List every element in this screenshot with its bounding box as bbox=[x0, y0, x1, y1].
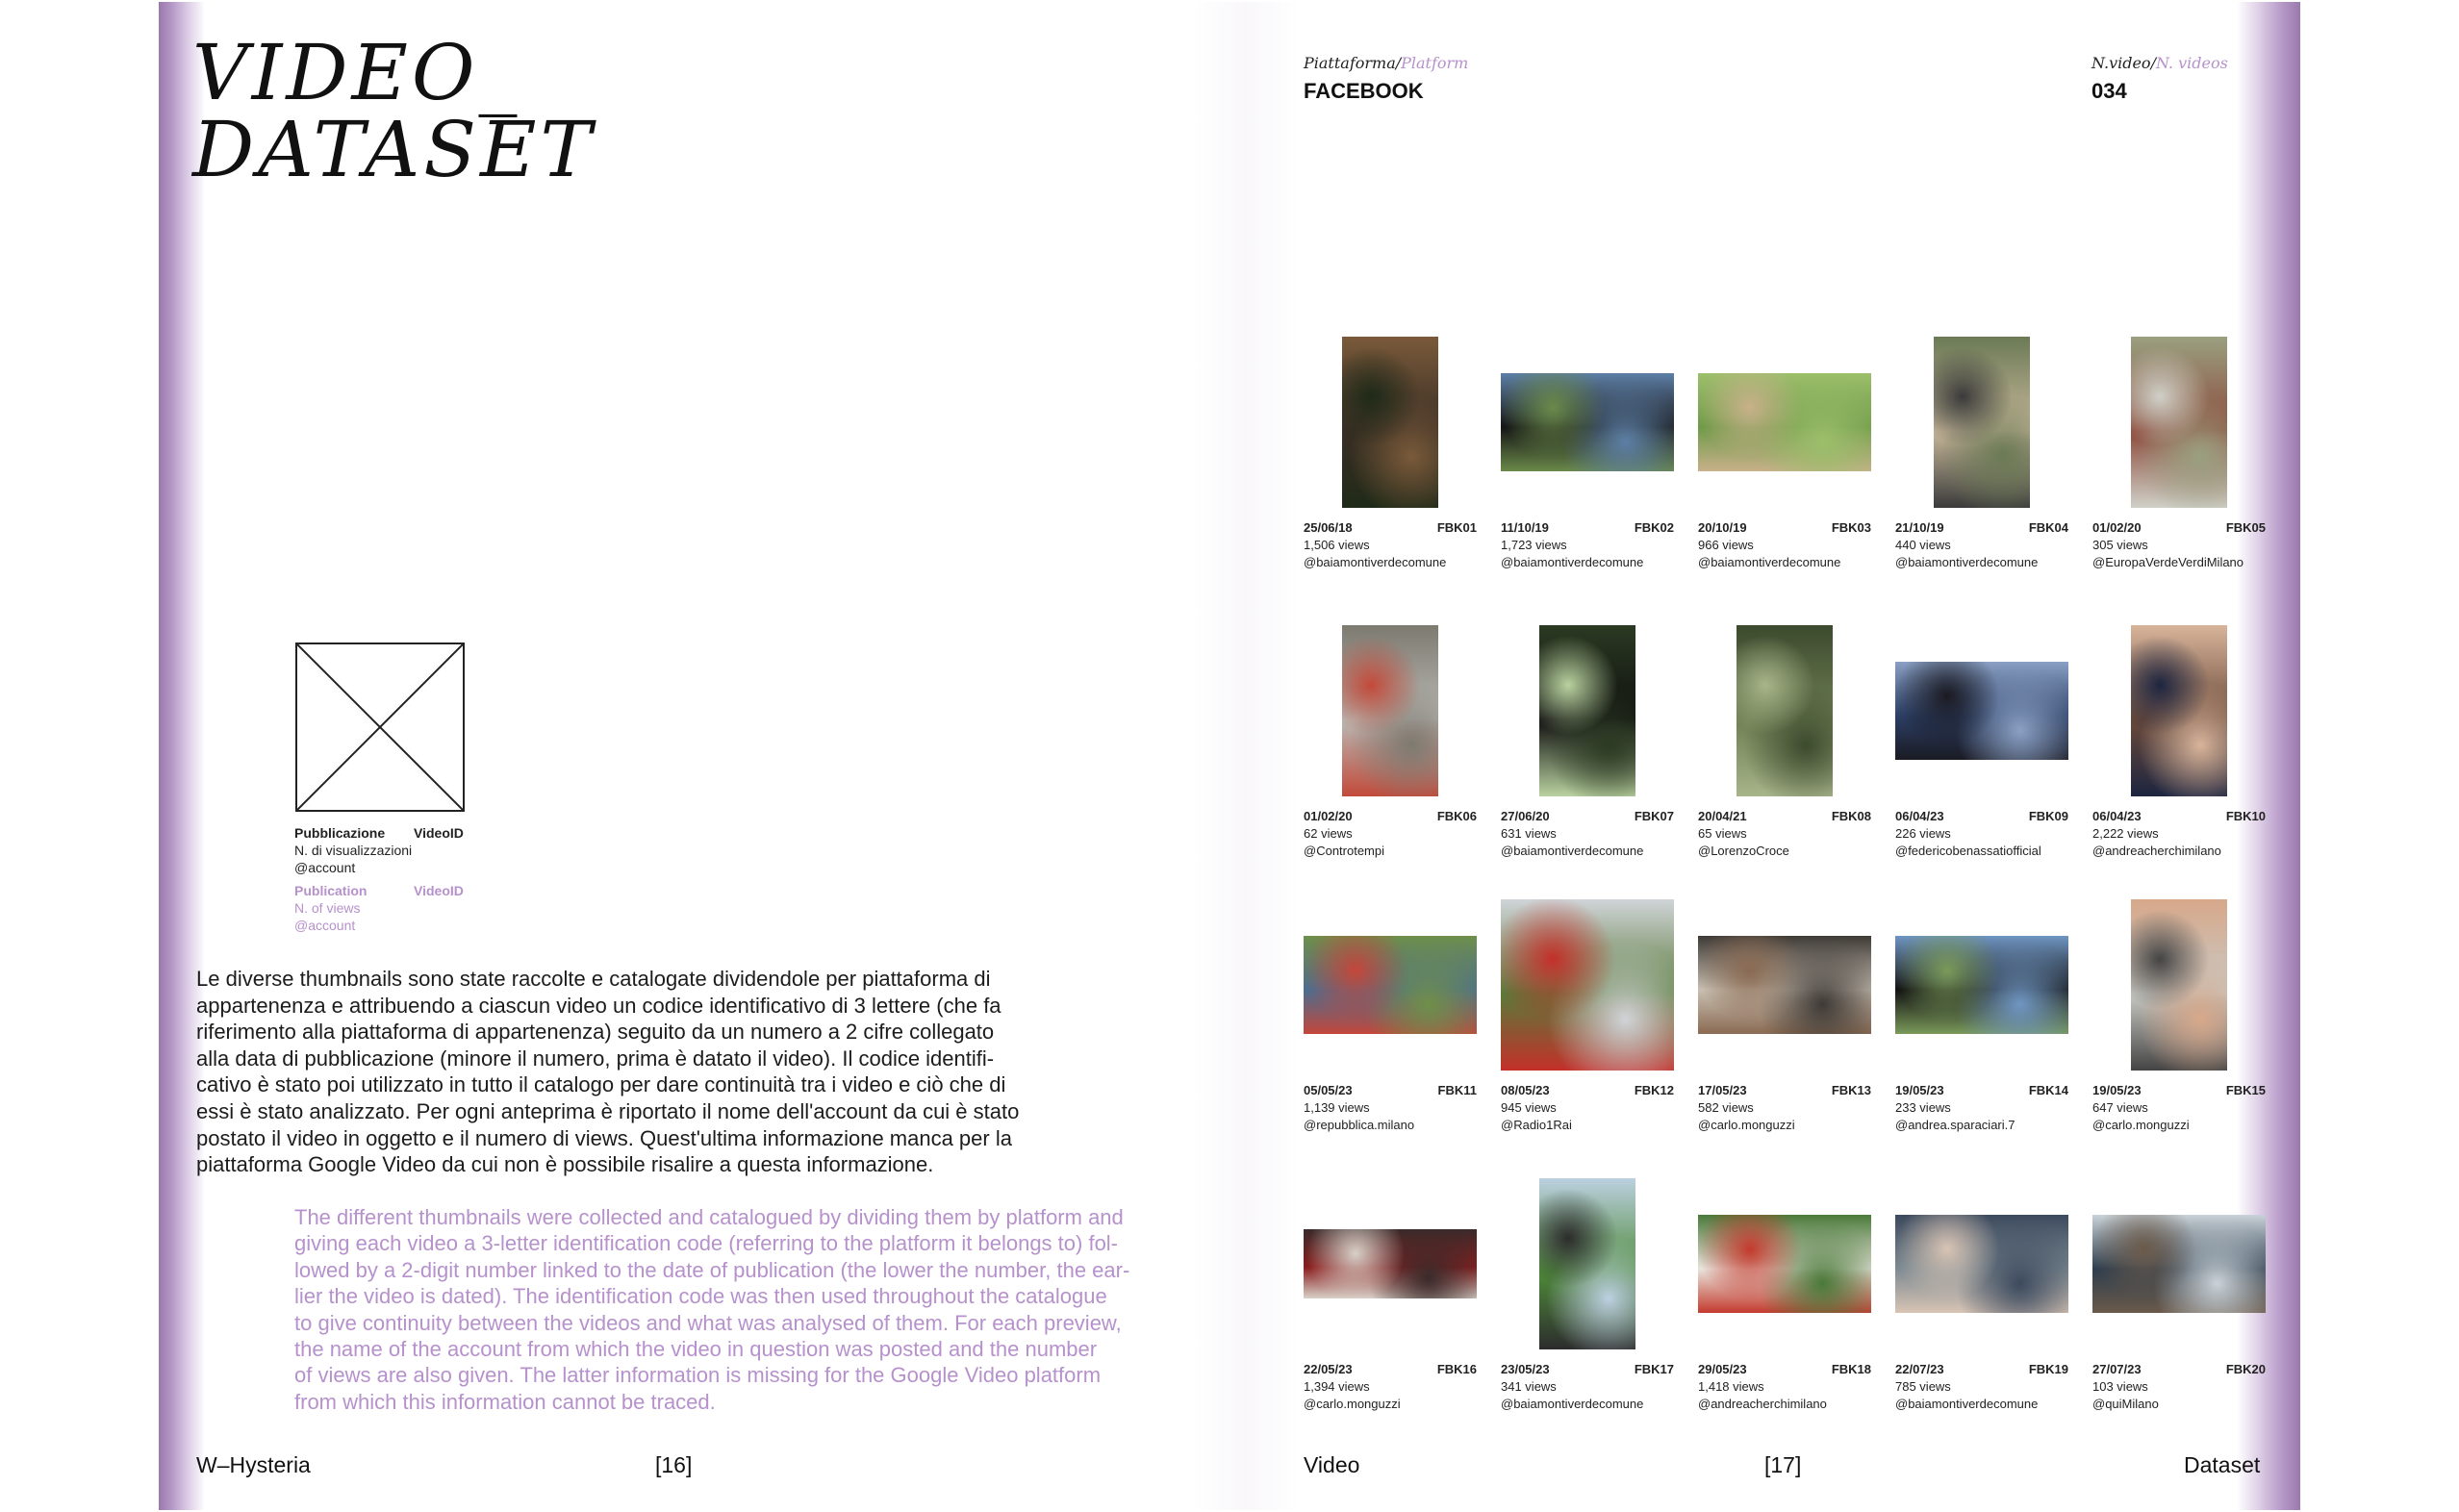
body-line: the name of the account from which the video in question was posted and the number bbox=[294, 1337, 1098, 1362]
video-id: FBK20 bbox=[2225, 1362, 2266, 1376]
video-meta bbox=[2092, 519, 2266, 571]
video-thumbnail[interactable] bbox=[1895, 1215, 2068, 1313]
video-account[interactable]: @andrea.sparaciari.7 bbox=[1895, 1118, 2015, 1132]
platform-label-en: Platform bbox=[1401, 54, 1469, 72]
video-thumbnail[interactable] bbox=[2131, 899, 2227, 1071]
video-id: FBK10 bbox=[2225, 809, 2266, 823]
video-account[interactable]: @carlo.monguzzi bbox=[1698, 1118, 1795, 1132]
video-views: 305 views bbox=[2092, 538, 2148, 552]
title-line-2: DATASET bbox=[192, 105, 596, 194]
video-date: 20/10/19 bbox=[1698, 520, 1747, 535]
body-line: riferimento alla piattaforma di appartenenza) seguito da un numero a 2 cifre collegato bbox=[196, 1020, 995, 1045]
video-account[interactable]: @baiamontiverdecomune bbox=[1895, 1397, 2039, 1411]
page-number-right: [17] bbox=[1764, 1452, 1802, 1477]
video-id: FBK08 bbox=[1831, 809, 1871, 823]
video-id: FBK06 bbox=[1436, 809, 1477, 823]
body-line: lowed by a 2-digit number linked to the date of publication (the lower the number, the ear- bbox=[294, 1257, 1130, 1282]
video-date: 19/05/23 bbox=[1895, 1083, 1944, 1097]
video-thumbnail[interactable] bbox=[1539, 625, 1635, 796]
video-views: 1,723 views bbox=[1501, 538, 1567, 552]
placeholder-cross-icon bbox=[297, 644, 463, 810]
video-thumbnail[interactable] bbox=[2131, 337, 2227, 508]
video-id: FBK15 bbox=[2225, 1083, 2266, 1097]
video-meta bbox=[1895, 1082, 2068, 1134]
video-account[interactable]: @carlo.monguzzi bbox=[2092, 1118, 2190, 1132]
video-views: 1,418 views bbox=[1698, 1379, 1764, 1394]
video-thumbnail[interactable] bbox=[1895, 662, 2068, 760]
video-thumbnail[interactable] bbox=[1895, 936, 2068, 1034]
body-line: Le diverse thumbnails sono state raccolte e catalogate dividendole per piattaforma di bbox=[196, 967, 991, 991]
video-views: 631 views bbox=[1501, 826, 1557, 841]
platform-value: FACEBOOK bbox=[1304, 79, 1424, 103]
body-line: lier the video is dated). The identification code was then used throughout the catalogue bbox=[294, 1284, 1107, 1309]
video-thumbnail[interactable] bbox=[1501, 373, 1674, 471]
body-line: to give continuity between the videos and what was analysed of them. For each preview, bbox=[294, 1310, 1122, 1335]
legend-it-publication: Pubblicazione bbox=[294, 825, 386, 841]
body-line: postato il video in oggetto e il numero di views. Quest'ultima informazione manca per la bbox=[196, 1125, 1012, 1150]
video-account[interactable]: @quiMilano bbox=[2092, 1397, 2159, 1411]
video-date: 01/02/20 bbox=[1304, 809, 1353, 823]
video-id: FBK12 bbox=[1634, 1083, 1674, 1097]
video-meta bbox=[1501, 1082, 1674, 1134]
platform-label bbox=[1304, 54, 1468, 72]
video-id: FBK07 bbox=[1634, 809, 1674, 823]
video-date: 06/04/23 bbox=[1895, 809, 1944, 823]
video-views: 440 views bbox=[1895, 538, 1951, 552]
video-id: FBK18 bbox=[1831, 1362, 1871, 1376]
video-thumbnail[interactable] bbox=[1698, 936, 1871, 1034]
video-views: 65 views bbox=[1698, 826, 1747, 841]
video-views: 647 views bbox=[2092, 1100, 2148, 1115]
title-line-1: VIDEO_ bbox=[192, 28, 521, 117]
legend-en-publication: Publication bbox=[294, 883, 368, 898]
video-id: FBK16 bbox=[1436, 1362, 1477, 1376]
video-meta bbox=[2092, 1082, 2266, 1134]
video-meta bbox=[1304, 1082, 1477, 1134]
video-views: 226 views bbox=[1895, 826, 1951, 841]
video-id: FBK14 bbox=[2028, 1083, 2068, 1097]
legend-it-views: N. di visualizzazioni bbox=[294, 843, 413, 858]
video-date: 11/10/19 bbox=[1501, 520, 1549, 535]
video-account[interactable]: @andreacherchimilano bbox=[2092, 844, 2221, 858]
video-date: 27/07/23 bbox=[2092, 1362, 2142, 1376]
video-views: 966 views bbox=[1698, 538, 1754, 552]
video-views: 1,506 views bbox=[1304, 538, 1370, 552]
video-id: FBK02 bbox=[1634, 520, 1674, 535]
platform-label-it: Piattaforma/ bbox=[1304, 54, 1402, 72]
count-label bbox=[2091, 54, 2228, 72]
video-thumbnail[interactable] bbox=[1698, 1215, 1871, 1313]
body-line: from which this information cannot be traced. bbox=[294, 1389, 716, 1414]
video-thumbnail[interactable] bbox=[2131, 625, 2227, 796]
video-thumbnail[interactable] bbox=[1737, 625, 1833, 796]
video-date: 29/05/23 bbox=[1698, 1362, 1747, 1376]
video-views: 233 views bbox=[1895, 1100, 1951, 1115]
video-date: 25/06/18 bbox=[1304, 520, 1353, 535]
footer-section: Video bbox=[1304, 1452, 1360, 1477]
video-meta bbox=[1501, 1361, 1674, 1413]
video-views: 1,394 views bbox=[1304, 1379, 1370, 1394]
body-line: piattaforma Google Video da cui non è possibile risalire a questa informazione. bbox=[196, 1152, 934, 1177]
video-meta bbox=[1698, 808, 1871, 860]
video-meta bbox=[1304, 808, 1477, 860]
video-thumbnail[interactable] bbox=[1342, 625, 1438, 796]
video-meta bbox=[1304, 519, 1477, 571]
body-line: cativo è stato poi utilizzato in tutto il catalogo per dare continuità tra i video e ciò che di bbox=[196, 1072, 1006, 1097]
video-account[interactable]: @andreacherchimilano bbox=[1698, 1397, 1827, 1411]
body-line: giving each video a 3-letter identification code (referring to the platform it belongs to) fol- bbox=[294, 1231, 1119, 1256]
video-account[interactable]: @baiamontiverdecomune bbox=[1698, 555, 1841, 569]
body-line: essi è stato analizzato. Per ogni anteprima è riportato il nome dell'account da cui è stato bbox=[196, 1098, 1020, 1123]
video-meta bbox=[1304, 1361, 1477, 1413]
video-account[interactable]: @Radio1Rai bbox=[1501, 1118, 1572, 1132]
video-views: 785 views bbox=[1895, 1379, 1951, 1394]
body-line: of views are also given. The latter information is missing for the Google Video platform bbox=[294, 1363, 1102, 1388]
video-thumbnail[interactable] bbox=[1698, 373, 1871, 471]
video-thumbnail[interactable] bbox=[1934, 337, 2030, 508]
video-date: 22/07/23 bbox=[1895, 1362, 1944, 1376]
page-edge-left bbox=[159, 2, 205, 1510]
video-meta bbox=[1698, 1082, 1871, 1134]
video-account[interactable]: @baiamontiverdecomune bbox=[1501, 1397, 1644, 1411]
video-meta bbox=[1895, 519, 2068, 571]
video-id: FBK19 bbox=[2028, 1362, 2068, 1376]
video-date: 20/04/21 bbox=[1698, 809, 1747, 823]
video-account[interactable]: @Controtempi bbox=[1304, 844, 1385, 858]
video-meta bbox=[1895, 808, 2068, 860]
video-account[interactable]: @federicobenassatiofficial bbox=[1895, 844, 2041, 858]
video-meta bbox=[1698, 1361, 1871, 1413]
video-views: 62 views bbox=[1304, 826, 1353, 841]
legend-it-account: @account bbox=[294, 860, 356, 875]
page-gutter bbox=[1193, 2, 1299, 1510]
video-views: 582 views bbox=[1698, 1100, 1754, 1115]
video-date: 08/05/23 bbox=[1501, 1083, 1550, 1097]
video-meta bbox=[2092, 1361, 2266, 1413]
video-thumbnail[interactable] bbox=[1304, 1229, 1477, 1298]
video-date: 22/05/23 bbox=[1304, 1362, 1353, 1376]
video-views: 945 views bbox=[1501, 1100, 1557, 1115]
video-date: 17/05/23 bbox=[1698, 1083, 1747, 1097]
body-line: alla data di pubblicazione (minore il numero, prima è datato il video). Il codice identifi- bbox=[196, 1046, 995, 1071]
video-date: 01/02/20 bbox=[2092, 520, 2142, 535]
video-meta bbox=[1895, 1361, 2068, 1413]
legend-en-videoid: VideoID bbox=[414, 883, 464, 898]
video-id: FBK17 bbox=[1634, 1362, 1674, 1376]
video-meta bbox=[2092, 808, 2266, 860]
count-label-en: N. videos bbox=[2155, 54, 2228, 72]
body-line: The different thumbnails were collected and catalogued by dividing them by platform and bbox=[294, 1205, 1124, 1229]
video-date: 05/05/23 bbox=[1304, 1083, 1353, 1097]
body-line: appartenenza e attribuendo a ciascun video un codice identificativo di 3 lettere (che fa bbox=[196, 993, 1001, 1018]
video-views: 103 views bbox=[2092, 1379, 2148, 1394]
legend-it-videoid: VideoID bbox=[414, 825, 464, 841]
video-id: FBK13 bbox=[1831, 1083, 1871, 1097]
video-date: 19/05/23 bbox=[2092, 1083, 2142, 1097]
video-id: FBK03 bbox=[1831, 520, 1871, 535]
video-account[interactable]: @repubblica.milano bbox=[1304, 1118, 1415, 1132]
video-thumbnail[interactable] bbox=[1304, 936, 1477, 1034]
video-account[interactable]: @EuropaVerdeVerdiMilano bbox=[2092, 555, 2244, 569]
count-value: 034 bbox=[2091, 79, 2127, 103]
video-id: FBK01 bbox=[1436, 520, 1477, 535]
body-text-italian bbox=[196, 966, 1052, 1178]
video-account[interactable]: @baiamontiverdecomune bbox=[1501, 555, 1644, 569]
video-views: 2,222 views bbox=[2092, 826, 2159, 841]
placeholder-thumbnail bbox=[295, 643, 465, 812]
video-account[interactable]: @baiamontiverdecomune bbox=[1895, 555, 2039, 569]
video-thumbnail[interactable] bbox=[1342, 337, 1438, 508]
video-thumbnail[interactable] bbox=[1501, 899, 1674, 1071]
video-account[interactable]: @LorenzoCroce bbox=[1698, 844, 1789, 858]
page-number-left: [16] bbox=[655, 1452, 693, 1477]
video-id: FBK11 bbox=[1437, 1083, 1477, 1097]
video-account[interactable]: @baiamontiverdecomune bbox=[1304, 555, 1447, 569]
count-label-it: N.video/ bbox=[2091, 54, 2156, 72]
video-account[interactable]: @baiamontiverdecomune bbox=[1501, 844, 1644, 858]
video-date: 23/05/23 bbox=[1501, 1362, 1550, 1376]
video-meta bbox=[1698, 519, 1871, 571]
video-views: 341 views bbox=[1501, 1379, 1557, 1394]
legend-en-account: @account bbox=[294, 918, 356, 933]
video-id: FBK04 bbox=[2028, 520, 2068, 535]
video-account[interactable]: @carlo.monguzzi bbox=[1304, 1397, 1401, 1411]
video-id: FBK09 bbox=[2028, 809, 2068, 823]
video-views: 1,139 views bbox=[1304, 1100, 1370, 1115]
video-thumbnail[interactable] bbox=[1539, 1178, 1635, 1349]
video-date: 21/10/19 bbox=[1895, 520, 1944, 535]
video-date: 27/06/20 bbox=[1501, 809, 1550, 823]
video-id: FBK05 bbox=[2225, 520, 2266, 535]
body-text-english bbox=[294, 1204, 1160, 1415]
video-thumbnail[interactable] bbox=[2092, 1215, 2266, 1313]
footer-chapter: Dataset bbox=[2184, 1452, 2261, 1477]
legend bbox=[294, 824, 464, 934]
footer-publication: W–Hysteria bbox=[196, 1452, 311, 1477]
video-meta bbox=[1501, 808, 1674, 860]
page-title bbox=[192, 28, 596, 194]
video-date: 06/04/23 bbox=[2092, 809, 2142, 823]
video-meta bbox=[1501, 519, 1674, 571]
legend-en-views: N. of views bbox=[294, 900, 361, 916]
